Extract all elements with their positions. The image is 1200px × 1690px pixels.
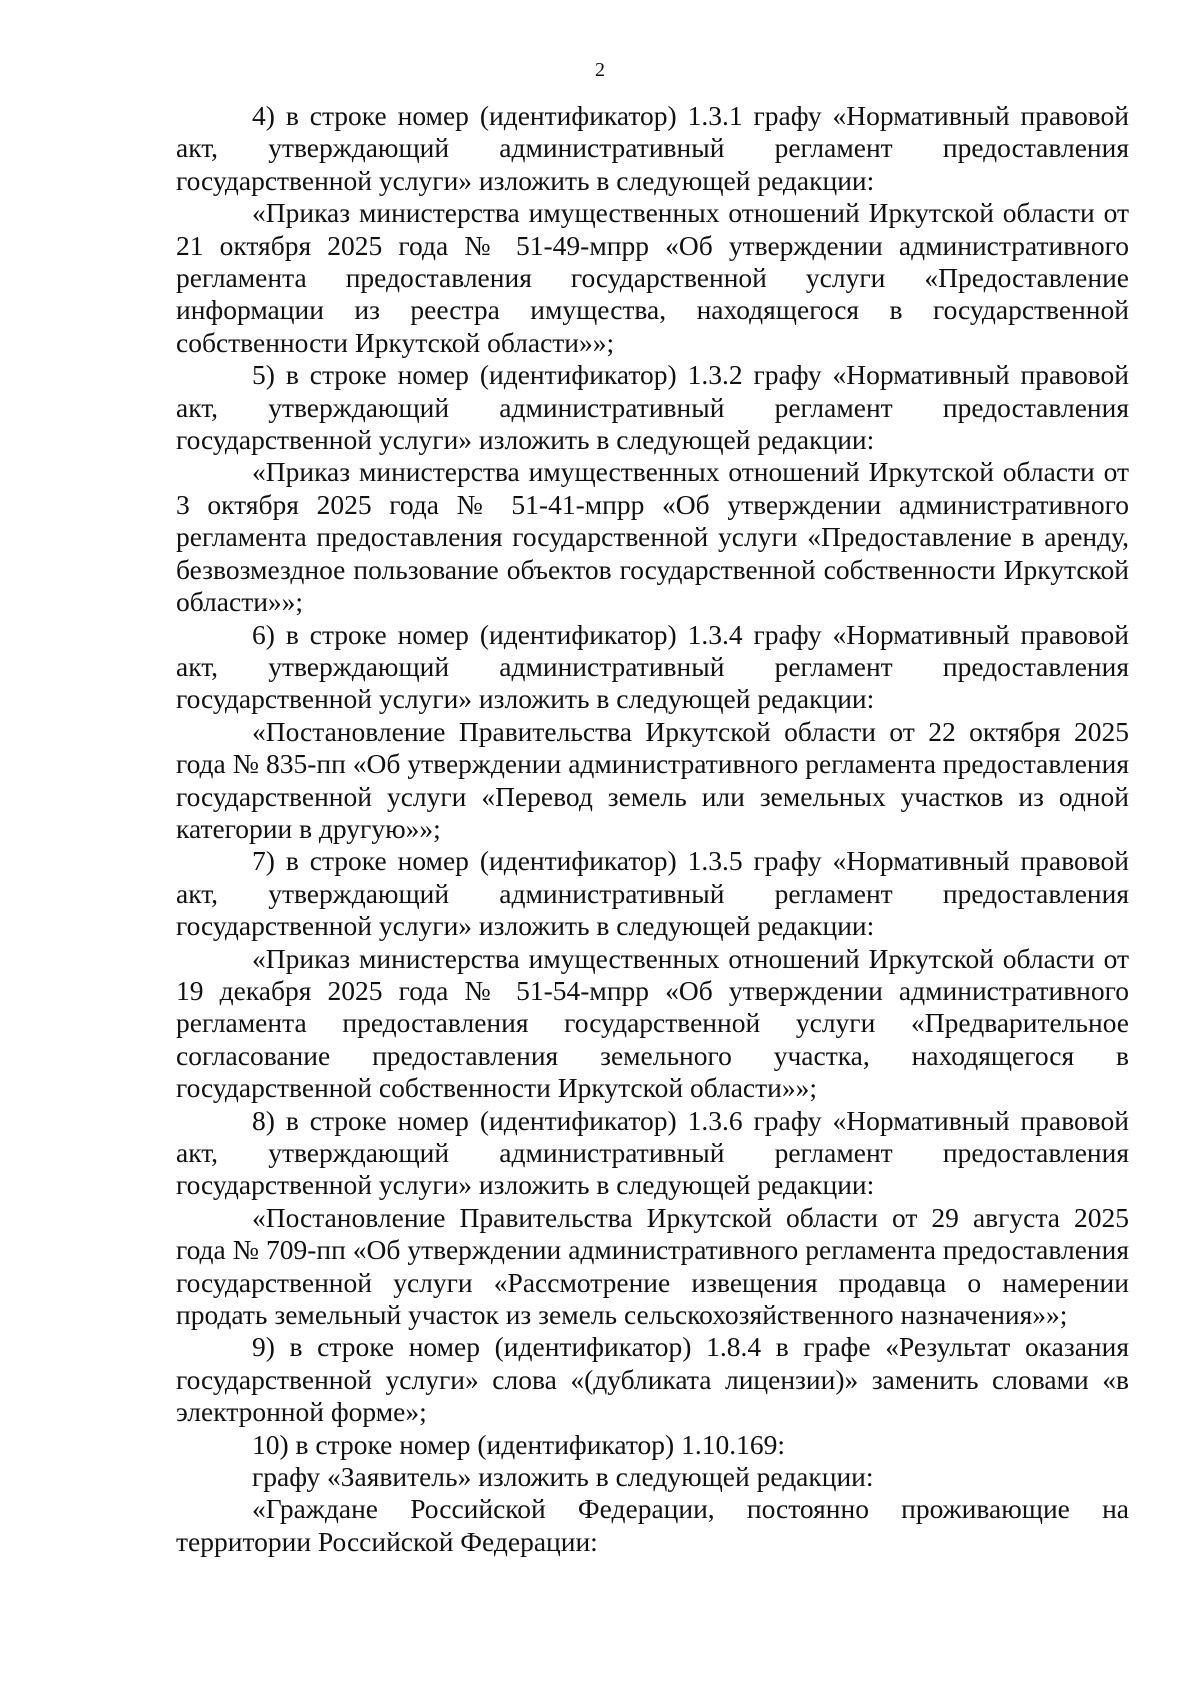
page-number: 2 xyxy=(595,59,605,81)
paragraph-item-10: 10) в строке номер (идентификатор) 1.10.169: xyxy=(252,1428,785,1460)
paragraph-item-8: 8) в строке номер (идентификатор) 1.3.6 графу «Нормативный правовой акт, утверждающий административный регламент предоставления государственной услуги» изложить в следующей редакции: xyxy=(176,1104,1129,1201)
document-body xyxy=(176,100,1129,1558)
paragraph-order-1-3-2: «Приказ министерства имущественных отношений Иркутской области от 3 октября 2025 года № 51-41-мпрр «Об утверждении административного регламента предоставления государственной услуги «Предоставление в аренду, безвозмездное пользование объектов государственной собственности Иркутской области»»; xyxy=(176,456,1129,618)
paragraph-applicant-text: «Граждане Российской Федерации, постоянно проживающие на территории Российской Федерации: xyxy=(176,1493,1129,1557)
paragraph-resolution-1-3-4: «Постановление Правительства Иркутской области от 22 октября 2025 года № 835-пп «Об утверждении административного регламента предоставления государственной услуги «Перевод земель или земельных участков из одной категории в другую»»; xyxy=(176,715,1129,844)
paragraph-applicant-column: графу «Заявитель» изложить в следующей редакции: xyxy=(252,1461,874,1493)
paragraph-item-9: 9) в строке номер (идентификатор) 1.8.4 в графе «Результат оказания государственной услуги» слова «(дубликата лицензии)» заменить словами «в электронной форме»; xyxy=(176,1331,1129,1428)
paragraph-resolution-1-3-6: «Постановление Правительства Иркутской области от 29 августа 2025 года № 709-пп «Об утверждении административного регламента предоставления государственной услуги «Рассмотрение извещения продавца о намерении продать земельный участок из земель сельскохозяйственного назначения»»; xyxy=(176,1201,1129,1331)
paragraph-item-6: 6) в строке номер (идентификатор) 1.3.4 графу «Нормативный правовой акт, утверждающий административный регламент предоставления государственной услуги» изложить в следующей редакции: xyxy=(176,618,1129,715)
paragraph-order-1-3-5: «Приказ министерства имущественных отношений Иркутской области от 19 декабря 2025 года № 51-54-мпрр «Об утверждении административного регламента предоставления государственной услуги «Предварительное согласование предоставления земельного участка, находящегося в государственной собственности Иркутской области»»; xyxy=(176,942,1129,1104)
paragraph-item-5: 5) в строке номер (идентификатор) 1.3.2 графу «Нормативный правовой акт, утверждающий административный регламент предоставления государственной услуги» изложить в следующей редакции: xyxy=(176,359,1129,456)
paragraph-item-4: 4) в строке номер (идентификатор) 1.3.1 графу «Нормативный правовой акт, утверждающий административный регламент предоставления государственной услуги» изложить в следующей редакции: xyxy=(176,100,1129,196)
paragraph-order-1-3-1: «Приказ министерства имущественных отношений Иркутской области от 21 октября 2025 года № 51-49-мпрр «Об утверждении административного регламента предоставления государственной услуги «Предоставление информации из реестра имущества, находящегося в государственной собственности Иркутской области»»; xyxy=(176,197,1129,358)
paragraph-item-7: 7) в строке номер (идентификатор) 1.3.5 графу «Нормативный правовой акт, утверждающий административный регламент предоставления государственной услуги» изложить в следующей редакции: xyxy=(176,845,1129,942)
